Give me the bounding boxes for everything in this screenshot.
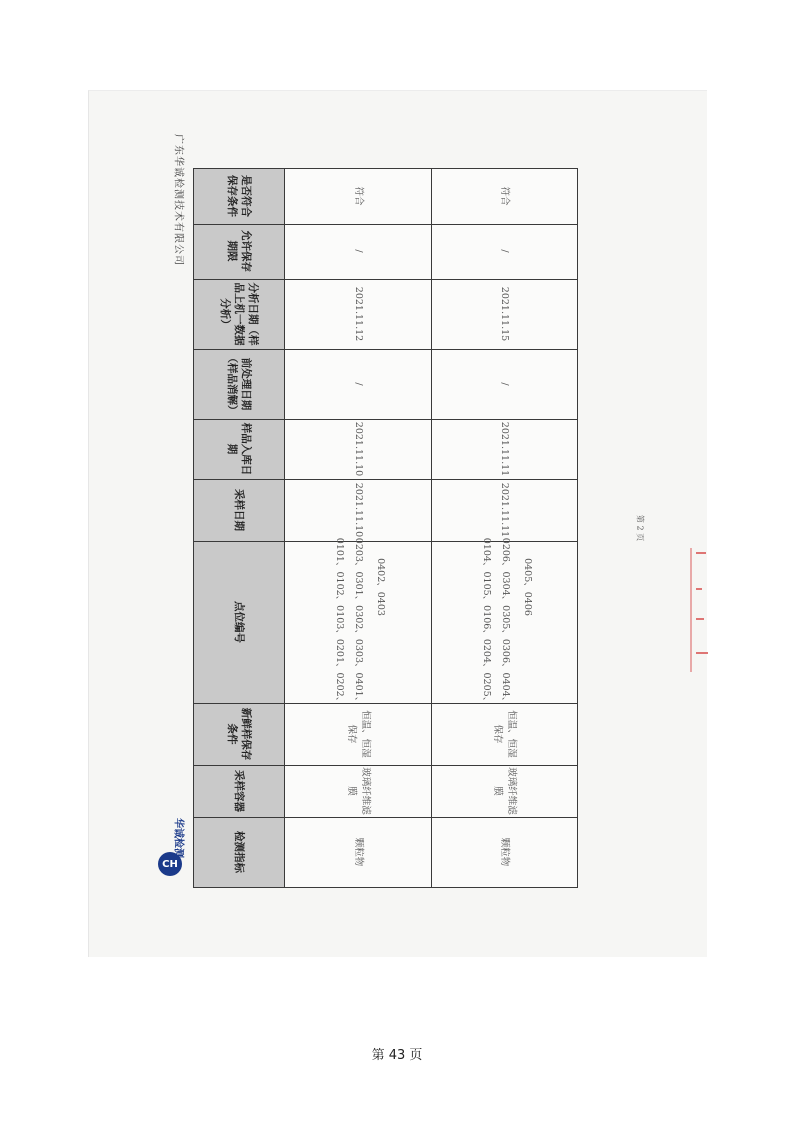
red-stamp — [690, 548, 716, 672]
table-divider — [194, 349, 577, 350]
table-divider — [194, 541, 577, 542]
table-divider — [284, 169, 285, 887]
table-divider — [194, 419, 577, 420]
company-logo — [152, 818, 198, 880]
table-divider — [194, 279, 577, 280]
table-divider — [194, 703, 577, 704]
company-name-text: 广东华诚检测技术有限公司 — [172, 134, 184, 266]
page-footer: 第 43 页 — [371, 1048, 423, 1063]
table-divider — [194, 765, 577, 766]
table-divider — [194, 479, 577, 480]
sample-storage-table: 检测指标 采样容器 新鲜样保存条件 点位编号 采样日期 样品入库日期 前处理日期（样品消解） 分析日期（样品上机一数据分析） 允许保存期限 是否符合保存条件 颗粒物 玻璃纤维滤膜 恒温、恒湿保存 0101、0102、0103、0201、0202、 0203、0301、0302、0303、0401、 0402、0403 2021.11.10 2021.11.10 / 2021.11.12 / 符合 颗粒物 玻璃纤维滤膜 恒温、恒湿保存 0104、0105、0106、0204、0205、 0206、0304、0305、0306、0404、 0405、0406 2021.11.11 2021.11.11 / 2021.11.15 / 符合 — [193, 168, 578, 888]
table-divider — [194, 817, 577, 818]
logo-mark-icon: CH — [158, 852, 182, 876]
table-divider — [431, 169, 432, 887]
logo-text: 华诚检测 — [172, 818, 184, 858]
